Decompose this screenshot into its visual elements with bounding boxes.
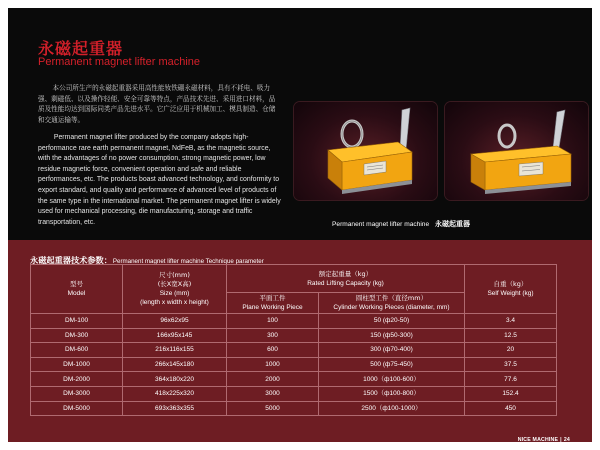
header-weight-cn: 自重（kg） [493, 280, 528, 288]
cell-model: DM-1000 [31, 357, 123, 372]
table-row [31, 357, 557, 372]
header-size-cn: 尺寸(mm) [159, 271, 190, 279]
table-row [31, 328, 557, 343]
header-size-cn-2: (长X宽X高) [157, 280, 192, 288]
header-capacity [227, 265, 465, 293]
header-model [31, 265, 123, 314]
cell-size: 216x116x155 [123, 343, 227, 358]
cell-plane: 1000 [227, 357, 319, 372]
cell-size: 166x95x145 [123, 328, 227, 343]
cell-weight: 3.4 [465, 314, 557, 329]
header-weight-en: Self Weight (kg) [487, 290, 534, 297]
cell-plane: 2000 [227, 372, 319, 387]
photo-caption-en: Permanent magnet lifter machine [332, 221, 430, 228]
header-cylinder [319, 293, 465, 314]
table-row [31, 386, 557, 401]
photo-caption-cn: 永磁起重器 [434, 220, 470, 228]
cell-cylinder: 50 (ф20-50) [319, 314, 465, 329]
cell-model: DM-3000 [31, 386, 123, 401]
photo-caption [332, 219, 470, 229]
cell-cylinder: 2500（ф100-1000） [319, 401, 465, 416]
cell-weight: 77.6 [465, 372, 557, 387]
spec-table [30, 264, 557, 416]
cell-cylinder: 300 (ф70-400) [319, 343, 465, 358]
cell-plane: 100 [227, 314, 319, 329]
header-plane-cn: 平面工件 [259, 294, 286, 302]
cell-cylinder: 1500（ф100-800） [319, 386, 465, 401]
header-capacity-cn: 额定起重量（kg） [318, 269, 373, 278]
footer-brand: NICE MACHINE [517, 437, 559, 442]
header-cylinder-cn: 圆柱型工件（直径mm） [355, 294, 428, 302]
cell-model: DM-300 [31, 328, 123, 343]
page-title-en: Permanent magnet lifter machine [38, 56, 201, 68]
header-plane-en: Plane Working Piece [242, 304, 303, 311]
catalog-page [8, 8, 592, 442]
spec-section [8, 240, 592, 442]
cell-size: 96x62x95 [123, 314, 227, 329]
cell-model: DM-100 [31, 314, 123, 329]
cell-size: 418x225x320 [123, 386, 227, 401]
footer-separator: | [560, 437, 562, 442]
cell-cylinder: 1000（ф100-600） [319, 372, 465, 387]
cell-weight: 20 [465, 343, 557, 358]
cell-plane: 3000 [227, 386, 319, 401]
header-size [123, 265, 227, 314]
magnet-lifter-image [445, 102, 588, 200]
cell-weight: 450 [465, 401, 557, 416]
cell-model: DM-2000 [31, 372, 123, 387]
cell-weight: 37.5 [465, 357, 557, 372]
table-row [31, 401, 557, 416]
cell-size: 693x363x355 [123, 401, 227, 416]
product-photos [294, 102, 588, 204]
intro-paragraph-cn: 本公司所生产的永磁起重器采用高性能钕铁硼永磁材料，具有不耗电、吸力强、剩磁低、以及操作轻便、安全可靠等特点，产品技术先进、采用进口材料，品质及性能均达到国际同类产品先进水平。它广泛应用于机械加工、模具制造、仓储和交通运输等。 [38, 84, 276, 124]
cell-model: DM-600 [31, 343, 123, 358]
header-model-en: Model [67, 290, 86, 297]
header-model-cn: 型号 [70, 280, 83, 288]
page-number: 24 [563, 437, 570, 442]
header-weight [465, 265, 557, 314]
table-row [31, 372, 557, 387]
cell-cylinder: 150 (ф50-300) [319, 328, 465, 343]
header-plane [227, 293, 319, 314]
cell-plane: 5000 [227, 401, 319, 416]
cell-plane: 300 [227, 328, 319, 343]
magnet-lifter-image [294, 102, 437, 200]
page-footer [518, 437, 570, 442]
spec-title-en: Permanent magnet lifter machine Technique parameter [112, 258, 264, 265]
table-row [31, 343, 557, 358]
spec-title-cn: 永磁起重器技术参数： [30, 255, 112, 265]
cell-weight: 152.4 [465, 386, 557, 401]
page-title-cn: 永磁起重器 [38, 39, 124, 58]
header-capacity-en: Rated Lifting Capacity (kg) [307, 279, 384, 287]
cell-size: 266x145x180 [123, 357, 227, 372]
magnet-lifter-photo-left [294, 102, 437, 200]
cell-model: DM-5000 [31, 401, 123, 416]
intro-paragraph-en: Permanent magnet lifter produced by the company adopts high-performance rare earth permanent magnet, NdFeB, as the magnetic source, with the advantages of no power consumption, strong magnetic power, low residue magnetic force, convenient operation and safe and reliable performances, etc. The products boast advanced technology, and conformity to export standard, and quality and performance of advanced level of products of the same type in the international market. The permanent magnet lifter is widely used for mechanical processing, die manufacturing, storage and traffic transportation, etc. [38, 134, 281, 226]
table-row [31, 314, 557, 329]
header-size-en-2: (length x width x height) [140, 299, 209, 306]
header-size-en: Size (mm) [159, 290, 190, 297]
cell-size: 364x180x220 [123, 372, 227, 387]
cell-weight: 12.5 [465, 328, 557, 343]
magnet-lifter-photo-right [445, 102, 588, 200]
header-cylinder-en: Cylinder Working Pieces (diameter, mm) [333, 304, 450, 311]
cell-cylinder: 500 (ф75-450) [319, 357, 465, 372]
cell-plane: 600 [227, 343, 319, 358]
